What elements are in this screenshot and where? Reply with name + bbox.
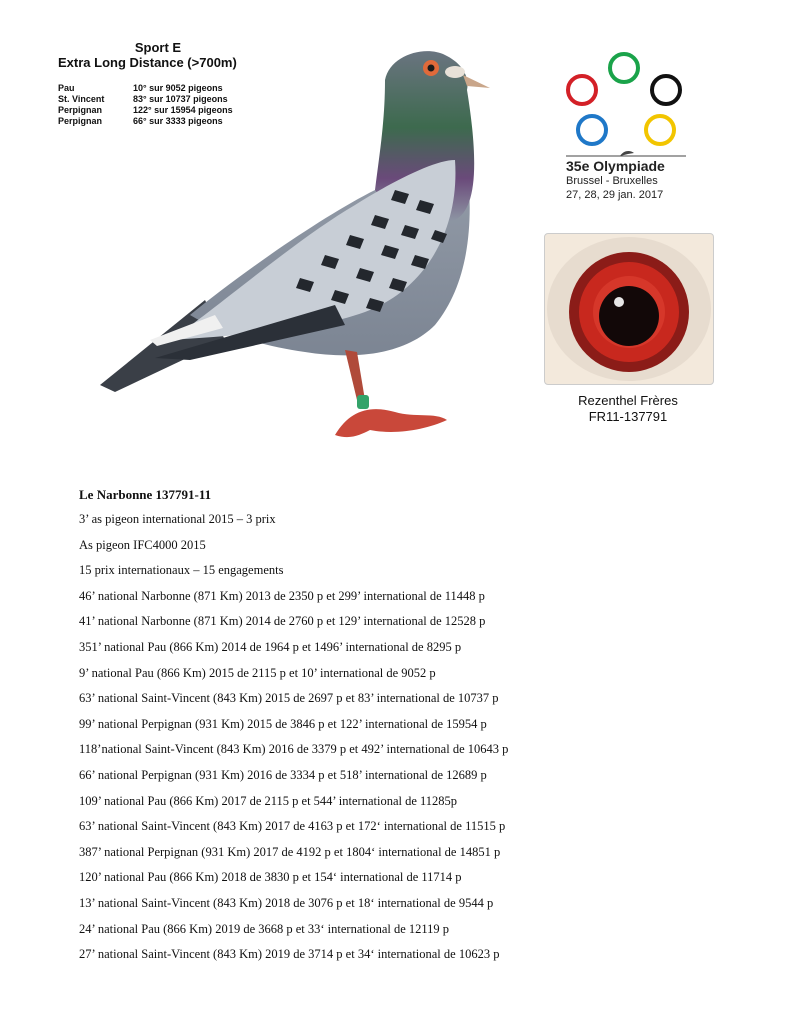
dove-line-icon	[550, 148, 690, 158]
result-line: 66’ national Perpignan (931 Km) 2016 de 3334 p et 518’ international de 12689 p	[79, 767, 487, 782]
result-race: Perpignan	[58, 105, 103, 115]
ring-green-icon	[610, 54, 638, 82]
result-race: Perpignan	[58, 116, 103, 126]
pigeon-leg	[345, 350, 365, 400]
ring-blue-icon	[578, 116, 606, 144]
ring-number: FR11-137791	[588, 409, 668, 424]
breeder-name: Rezenthel Frères	[578, 393, 678, 408]
ring-black-icon	[652, 76, 680, 104]
result-line: 46’ national Narbonne (871 Km) 2013 de 2350 p et 299’ international de 11448 p	[79, 588, 485, 603]
result-line: 99’ national Perpignan (931 Km) 2015 de 3846 p et 122’ international de 15954 p	[79, 716, 487, 731]
result-line: 9’ national Pau (866 Km) 2015 de 2115 p et 10’ international de 9052 p	[79, 665, 436, 680]
result-line: 387’ national Perpignan (931 Km) 2017 de 4192 p et 1804‘ international de 14851 p	[79, 844, 501, 859]
ring-yellow-icon	[646, 116, 674, 144]
result-race: Pau	[58, 83, 75, 93]
result-race: St. Vincent	[58, 94, 105, 104]
result-line: 41’ national Narbonne (871 Km) 2014 de 2760 p et 129’ international de 12528 p	[79, 614, 486, 629]
result-line: 3’ as pigeon international 2015 – 3 prix	[79, 512, 276, 526]
olympiade-logo	[550, 48, 710, 202]
result-line: 109’ national Pau (866 Km) 2017 de 2115 p et 544’ international de 11285p	[79, 793, 458, 808]
results-document	[79, 482, 759, 968]
result-line: 27’ national Saint-Vincent (843 Km) 2019 de 3714 p et 34‘ international de 10623 p	[79, 947, 500, 962]
result-line: 63’ national Saint-Vincent (843 Km) 2017 de 4163 p et 172‘ international de 11515 p	[79, 819, 506, 834]
result-line: 351’ national Pau (866 Km) 2014 de 1964 p et 1496’ international de 8295 p	[79, 639, 462, 654]
pigeon-cere	[445, 66, 465, 78]
olympiade-dates: 27, 28, 29 jan. 2017	[566, 189, 664, 201]
result-place: 66° sur 3333 pigeons	[133, 116, 223, 126]
sport-category-title: Sport E	[134, 40, 182, 55]
sport-category-subtitle: Extra Long Distance (>700m)	[58, 55, 237, 70]
eye-photo	[544, 233, 714, 385]
result-line: 63’ national Saint-Vincent (843 Km) 2015 de 2697 p et 83’ international de 10737 p	[79, 691, 499, 706]
result-line: 24’ national Pau (866 Km) 2019 de 3668 p et 33‘ international de 12119 p	[79, 921, 450, 936]
olympiade-city: Brussel - Bruxelles	[566, 175, 658, 187]
result-place: 10° sur 9052 pigeons	[133, 83, 223, 93]
pigeon-eye-closeup	[545, 234, 713, 384]
olympic-rings-icon	[550, 48, 690, 148]
olympiade-title: 35e Olympiade	[566, 158, 665, 174]
result-line: 15 prix internationaux – 15 engagements	[79, 563, 284, 578]
pigeon-illustration	[95, 40, 495, 450]
result-place: 83° sur 10737 pigeons	[133, 94, 228, 104]
result-line: 120’ national Pau (866 Km) 2018 de 3830 p et 154‘ international de 11714 p	[79, 870, 462, 885]
result-place: 122° sur 15954 pigeons	[133, 105, 233, 115]
ring-red-icon	[568, 76, 596, 104]
result-line: As pigeon IFC4000 2015	[79, 537, 206, 552]
result-line: 118’national Saint-Vincent (843 Km) 2016 de 3379 p et 492’ international de 10643 p	[79, 742, 509, 757]
pigeon-ring	[357, 395, 369, 409]
pigeon-name-title: Le Narbonne 137791-11	[79, 487, 212, 502]
breeder-caption	[544, 393, 712, 425]
result-line: 13’ national Saint-Vincent (843 Km) 2018 de 3076 p et 18‘ international de 9544 p	[79, 895, 494, 910]
pigeon-image	[95, 40, 495, 450]
pigeon-feet	[335, 409, 447, 437]
